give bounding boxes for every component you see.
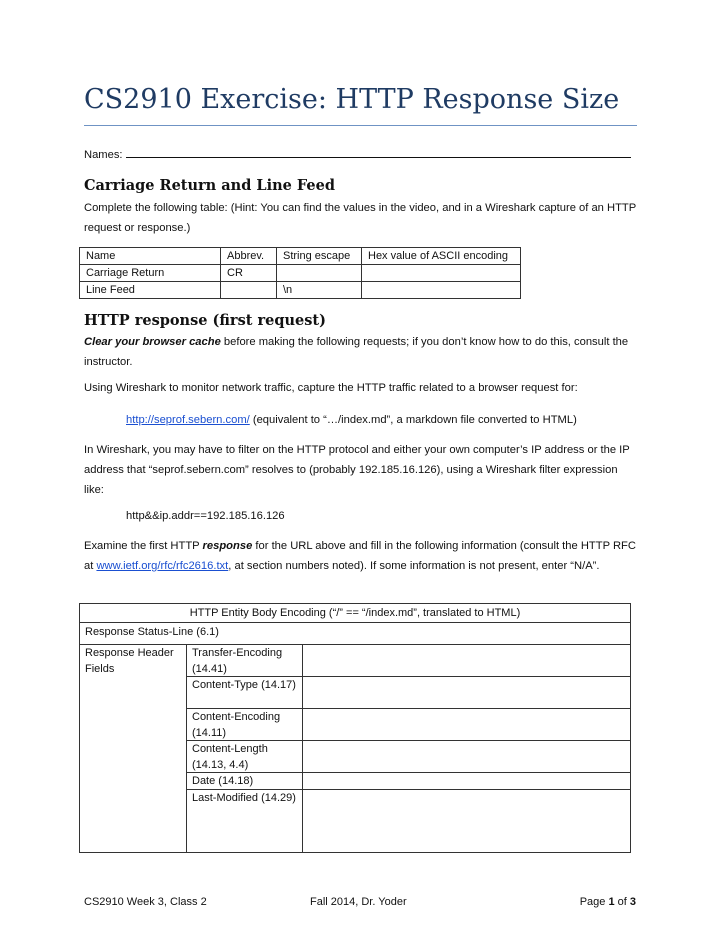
- examine-paragraph: [84, 536, 640, 576]
- response-emphasis: response: [202, 540, 253, 552]
- capture-paragraph: Using Wireshark to monitor network traffic, capture the HTTP traffic related to a browser request for:: [84, 382, 578, 394]
- filter-expression: http&&ip.addr==192.185.16.126: [126, 510, 285, 522]
- rfc-link[interactable]: www.ietf.org/rfc/rfc2616.txt: [96, 560, 229, 572]
- section-heading-crlf: Carriage Return and Line Feed: [84, 177, 336, 194]
- clear-cache-emphasis: Clear your browser cache: [84, 336, 221, 348]
- field-label: Content-Encoding (14.11): [192, 711, 281, 739]
- field-label: Content-Type (14.17): [192, 679, 296, 691]
- table-row: [80, 282, 521, 299]
- footer-term: Fall 2014, Dr. Yoder: [310, 896, 407, 908]
- url-line: [126, 410, 646, 430]
- footer-page-prefix: Page: [579, 896, 609, 908]
- table-cell: Line Feed: [80, 282, 221, 299]
- page-title: CS2910 Exercise: HTTP Response Size: [84, 84, 620, 115]
- status-line-label: Response Status-Line (6.1): [85, 626, 219, 638]
- url-note: (equivalent to “…/index.md”, a markdown file converted to HTML): [249, 414, 577, 426]
- table-divider: [80, 622, 630, 623]
- examine-text-c: , at section numbers noted). If some information is not present, enter “N/A”.: [228, 560, 600, 572]
- table-header-cell: Abbrev.: [221, 248, 277, 265]
- field-label: Transfer-Encoding (14.41): [192, 647, 283, 675]
- footer-page-of: of: [614, 896, 630, 908]
- table-cell: CR: [221, 265, 277, 282]
- table-cell[interactable]: [362, 265, 521, 282]
- names-blank-field[interactable]: [126, 147, 631, 158]
- footer-page-current: 1: [608, 896, 615, 908]
- table-cell[interactable]: [277, 265, 362, 282]
- examine-text-b: for the URL above and fill in the following information (consult the HTTP RFC at: [84, 540, 636, 572]
- table-cell: Carriage Return: [80, 265, 221, 282]
- seprof-url-link[interactable]: http://seprof.sebern.com/: [126, 414, 250, 426]
- response-header-fields-label: Response Header Fields: [85, 647, 174, 675]
- examine-text-a: Examine the first HTTP: [84, 540, 203, 552]
- http-response-table: [79, 603, 631, 853]
- clear-cache-text: before making the following requests; if you don’t know how to do this, consult the instructor.: [84, 336, 629, 368]
- table-caption: HTTP Entity Body Encoding (“/” == “/index.md”, translated to HTML): [189, 607, 521, 619]
- table-header-cell: Name: [80, 248, 221, 265]
- table-header-cell: String escape: [277, 248, 362, 265]
- crlf-intro: Complete the following table: (Hint: You can find the values in the video, and in a Wireshark capture of an HTTP request or response.): [84, 202, 637, 234]
- names-label: Names:: [84, 149, 123, 161]
- filter-paragraph: In Wireshark, you may have to filter on the HTTP protocol and either your own computer’s IP address or the IP address that “seprof.sebern.com” resolves to (probably 192.185.16.126), using a Wireshark filter expression like:: [84, 444, 630, 496]
- table-row: [80, 265, 521, 282]
- field-label: Content-Length (14.13, 4.4): [192, 743, 268, 771]
- clear-cache-paragraph: [84, 332, 640, 372]
- table-header-row: [80, 248, 521, 265]
- names-line: [84, 147, 631, 161]
- crlf-table: [79, 247, 521, 299]
- title-divider: [84, 125, 637, 126]
- table-header-cell: Hex value of ASCII encoding: [362, 248, 521, 265]
- footer-course: CS2910 Week 3, Class 2: [84, 896, 207, 908]
- field-label: Date (14.18): [192, 775, 254, 787]
- footer-page-total: 3: [629, 896, 636, 908]
- section-heading-http-response: HTTP response (first request): [84, 312, 326, 329]
- table-cell[interactable]: [221, 282, 277, 299]
- footer-page-number: [580, 896, 636, 908]
- table-cell: \n: [277, 282, 362, 299]
- field-label: Last-Modified (14.29): [192, 792, 296, 804]
- table-cell[interactable]: [362, 282, 521, 299]
